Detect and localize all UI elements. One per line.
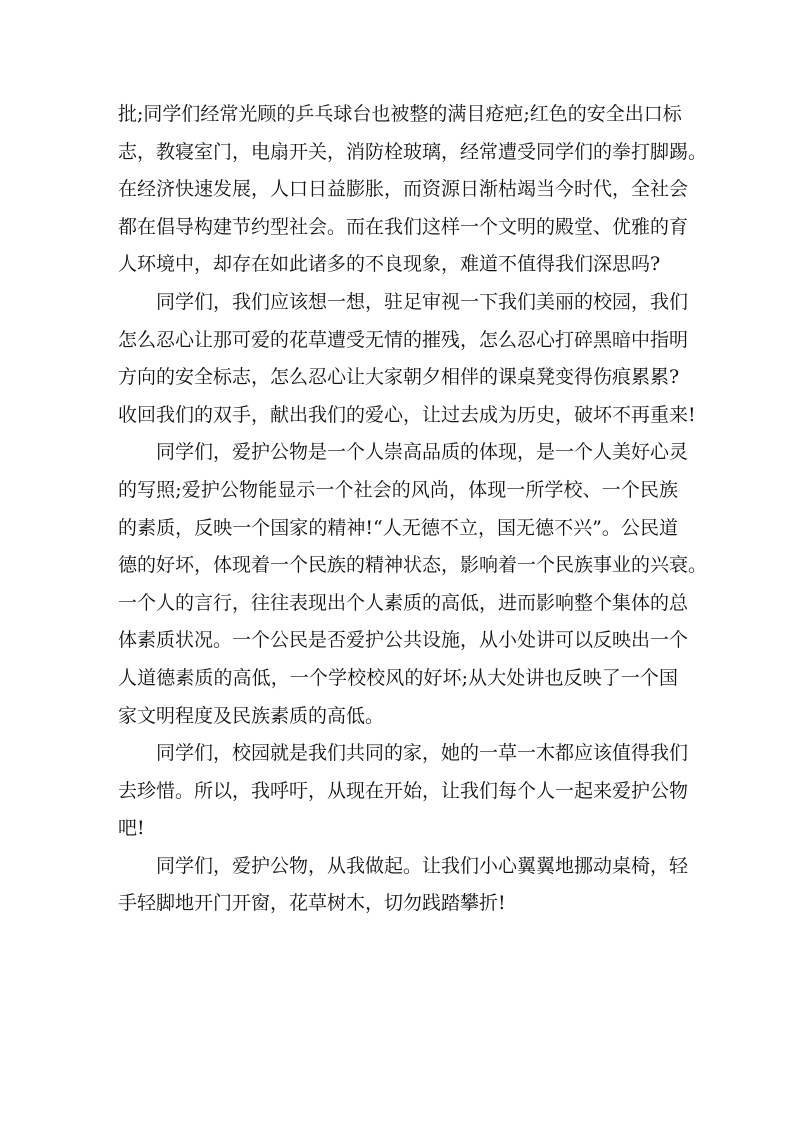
paragraph [118, 848, 689, 923]
text-line: 人道德素质的高低，一个学校校风的好坏;从大处讲也反映了一个国 [118, 666, 678, 689]
text-line: 在经济快速发展，人口日益膨胀，而资源日渐枯竭当今时代，全社会 [118, 178, 689, 201]
paragraph [118, 284, 696, 434]
text-line: 的写照;爱护公物能显示一个社会的风尚，体现一所学校、一个民族 [118, 478, 678, 501]
document-body [118, 96, 708, 923]
text-line: 手轻脚地开门开窗，花草树木，切勿践踏攀折! [118, 892, 506, 915]
text-line: 一个人的言行，往往表现出个人素质的高低，进而影响整个集体的总 [118, 591, 689, 614]
text-line: 志，教寝室门，电扇开关，消防栓玻璃，经常遭受同学们的拳打脚踢。 [118, 140, 708, 163]
text-line: 去珍惜。所以，我呼吁，从现在开始，让我们每个人一起来爱护公物 [118, 779, 689, 802]
text-line: 方向的安全标志，怎么忍心让大家朝夕相伴的课桌凳变得伤痕累累? [118, 366, 680, 389]
text-line: 同学们，爱护公物是一个人崇高品质的体现，是一个人美好心灵 [156, 441, 689, 464]
paragraph [118, 96, 708, 284]
paragraph [118, 434, 708, 735]
text-line: 怎么忍心让那可爱的花草遭受无情的摧残，怎么忍心打碎黑暗中指明 [118, 328, 689, 351]
text-line: 收回我们的双手，献出我们的爱心，让过去成为历史，破坏不再重来! [118, 403, 696, 426]
text-line: 同学们，爱护公物，从我做起。让我们小心翼翼地挪动桌椅，轻 [156, 854, 689, 877]
text-line: 的素质，反映一个国家的精神!“人无德不立，国无德不兴”。公民道 [118, 516, 678, 539]
text-line: 体素质状况。一个公民是否爱护公共设施，从小处讲可以反映出一个 [118, 629, 689, 652]
text-line: 吧! [118, 817, 145, 840]
text-line: 同学们，校园就是我们共同的家，她的一草一木都应该值得我们 [156, 742, 689, 765]
text-line: 批;同学们经常光顾的乒乓球台也被整的满目疮疤;红色的安全出口标 [118, 103, 682, 125]
paragraph [118, 735, 689, 848]
text-line: 家文明程度及民族素质的高低。 [118, 704, 385, 727]
text-line: 同学们，我们应该想一想，驻足审视一下我们美丽的校园，我们 [156, 290, 689, 313]
text-line: 都在倡导构建节约型社会。而在我们这样一个文明的殿堂、优雅的育 [118, 215, 689, 238]
text-line: 德的好坏，体现着一个民族的精神状态，影响着一个民族事业的兴衰。 [118, 554, 708, 577]
text-line: 人环境中，却存在如此诸多的不良现象，难道不值得我们深思吗? [118, 253, 661, 276]
